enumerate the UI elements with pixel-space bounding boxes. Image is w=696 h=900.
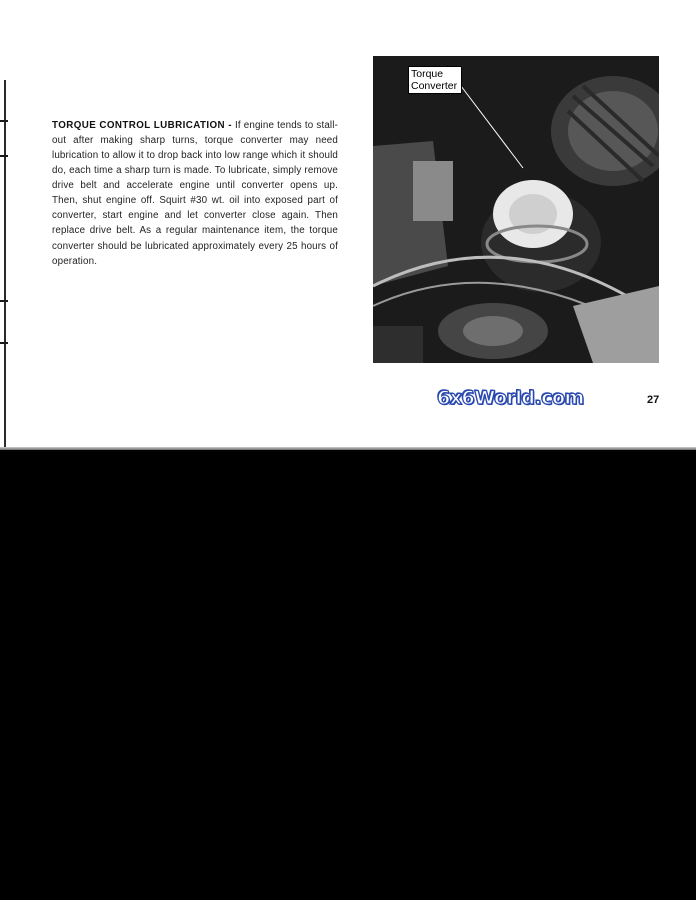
page-number: 27 [647, 394, 660, 406]
binding-edge-tick [0, 155, 8, 157]
torque-converter-photo [373, 56, 659, 363]
binding-edge-tick [0, 300, 8, 302]
scan-background [0, 450, 696, 900]
lubrication-paragraph [52, 118, 338, 269]
engine-photo-illustration [373, 56, 659, 363]
site-watermark: 6x6World.com [437, 387, 584, 409]
binding-edge-tick [0, 342, 8, 344]
callout-label: Torque Converter [408, 66, 462, 94]
binding-edge-rule [4, 80, 6, 450]
section-heading: TORQUE CONTROL LUBRICATION - [52, 119, 232, 131]
binding-edge-tick [0, 120, 8, 122]
section-body: If engine tends to stall-out after making sharp turns, torque converter may need lubrication to allow it to drop back into low range which it should do, each time a sharp turn is made. To lubricate, simply remove drive belt and accelerate engine until converter opens up. Then, shut engine off. Squirt #30 wt. oil into exposed part of converter, start engine and let converter close again. Then replace drive belt. As a regular maintenance item, the torque converter should be lubricated approximately every 25 hours of operation. [52, 119, 339, 267]
